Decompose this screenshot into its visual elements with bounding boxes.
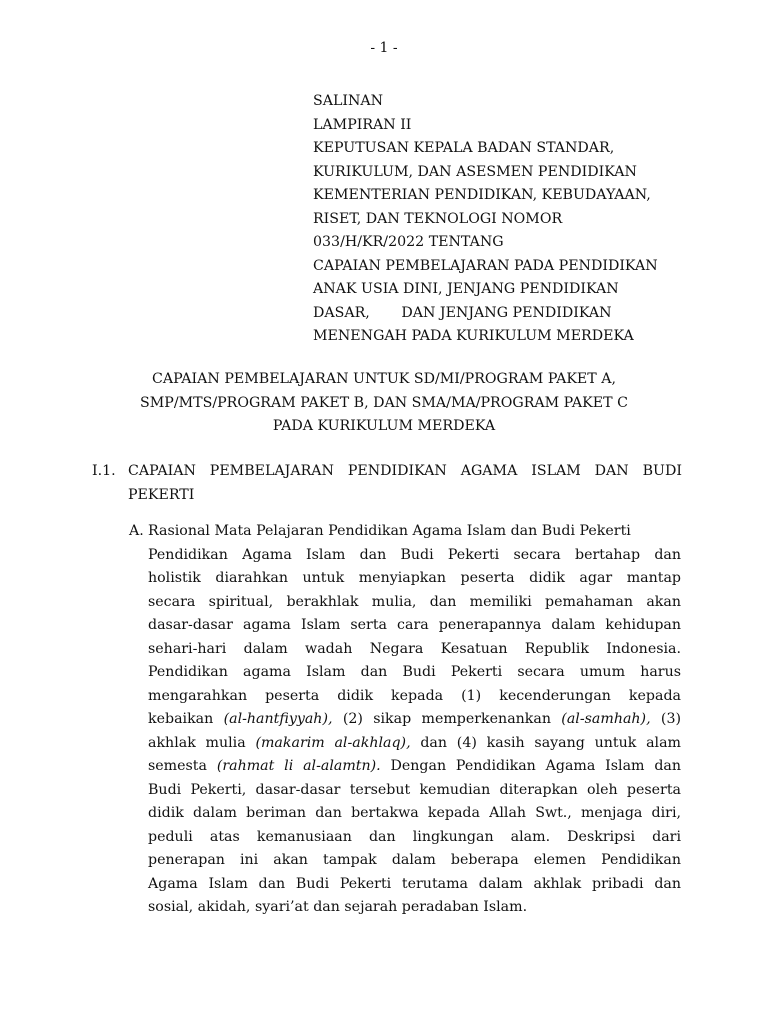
section-number: I.1. [92, 463, 116, 479]
page-number: - 1 - [370, 40, 398, 56]
text: semesta [148, 758, 217, 774]
header-line: ANAK USIA DINI, JENJANG PENDIDIKAN [313, 281, 619, 297]
italic-term: (makarim al-akhlaq), [255, 734, 411, 751]
paragraph-line: Pendidikan Agama Islam dan Budi Pekerti secara bertahap dan [148, 546, 681, 563]
paragraph-line [148, 755, 681, 779]
italic-term: (al-hantfiyyah), [223, 711, 333, 727]
header-line: RISET, DAN TEKNOLOGI NOMOR [313, 210, 563, 227]
paragraph-line: Agama Islam dan Budi Pekerti terutama dalam akhlak pribadi dan [148, 875, 681, 892]
title-line: SMP/MTS/PROGRAM PAKET B, DAN SMA/MA/PROGRAM PAKET C [140, 394, 628, 411]
paragraph-line: didik dalam beriman dan bertakwa kepada Allah Swt., menjaga diri, [148, 805, 681, 821]
header-line: KEPUTUSAN KEPALA BADAN STANDAR, [313, 140, 615, 156]
header-line: SALINAN [313, 93, 384, 109]
rationale-paragraph [148, 544, 681, 920]
section-i1 [92, 460, 682, 507]
paragraph-line: sosial, akidah, syari’at dan sejarah peradaban Islam. [148, 899, 528, 915]
paragraph-line: sehari-hari dalam wadah Negara Kesatuan Republik Indonesia. [148, 640, 681, 657]
attachment-header [313, 90, 685, 349]
paragraph-line: secara spiritual, berakhlak mulia, dan memiliki pemahaman akan [148, 593, 681, 610]
text: (3) [650, 711, 682, 727]
paragraph-line: dasar-dasar agama Islam serta cara penerapannya dalam kehidupan [148, 617, 681, 633]
text: Dengan Pendidikan Agama Islam dan [380, 758, 682, 774]
header-line: DASAR, DAN JENJANG PENDIDIKAN [313, 304, 612, 321]
paragraph-line: Pendidikan agama Islam dan Budi Pekerti secara umum harus [148, 664, 681, 680]
paragraph-line: mengarahkan peserta didik kepada (1) kecenderungan kepada [148, 687, 681, 704]
italic-term: (rahmat li al-alamtn). [216, 758, 381, 774]
header-line: LAMPIRAN II [313, 116, 412, 133]
title-line: CAPAIAN PEMBELAJARAN UNTUK SD/MI/PROGRAM PAKET A, [151, 371, 617, 387]
paragraph-line [148, 732, 681, 756]
header-line: 033/H/KR/2022 TENTANG [313, 234, 504, 250]
header-line: MENENGAH PADA KURIKULUM MERDEKA [313, 328, 634, 344]
header-line: KEMENTERIAN PENDIDIKAN, KEBUDAYAAN, [313, 187, 651, 203]
italic-term: (al-samhah), [561, 711, 651, 727]
document-title [60, 368, 708, 439]
subsection-title: Rasional Mata Pelajaran Pendidikan Agama Islam dan Budi Pekerti [148, 523, 631, 539]
header-line: KURIKULUM, DAN ASESMEN PENDIDIKAN [313, 163, 637, 180]
text: akhlak mulia [148, 734, 256, 751]
paragraph-line: holistik diarahkan untuk menyiapkan peserta didik agar mantap [148, 570, 681, 586]
header-line: CAPAIAN PEMBELAJARAN PADA PENDIDIKAN [313, 257, 658, 274]
subsection-a [129, 520, 681, 920]
title-line: PADA KURIKULUM MERDEKA [272, 418, 496, 434]
section-heading: CAPAIAN PEMBELAJARAN PENDIDIKAN AGAMA ISLAM DAN BUDI PEKERTI [128, 463, 682, 503]
text: kebaikan [148, 711, 224, 727]
text: dan (4) kasih sayang untuk alam [410, 734, 681, 751]
subsection-letter: A. [129, 523, 144, 539]
paragraph-line: peduli atas kemanusiaan dan lingkungan alam. Deskripsi dari [148, 828, 681, 845]
text: (2) sikap memperkenankan [332, 711, 562, 727]
paragraph-line: penerapan ini akan tampak dalam beberapa elemen Pendidikan [148, 852, 681, 868]
paragraph-line [148, 708, 681, 732]
paragraph-line: Budi Pekerti, dasar-dasar tersebut kemudian diterapkan oleh peserta [148, 781, 681, 798]
